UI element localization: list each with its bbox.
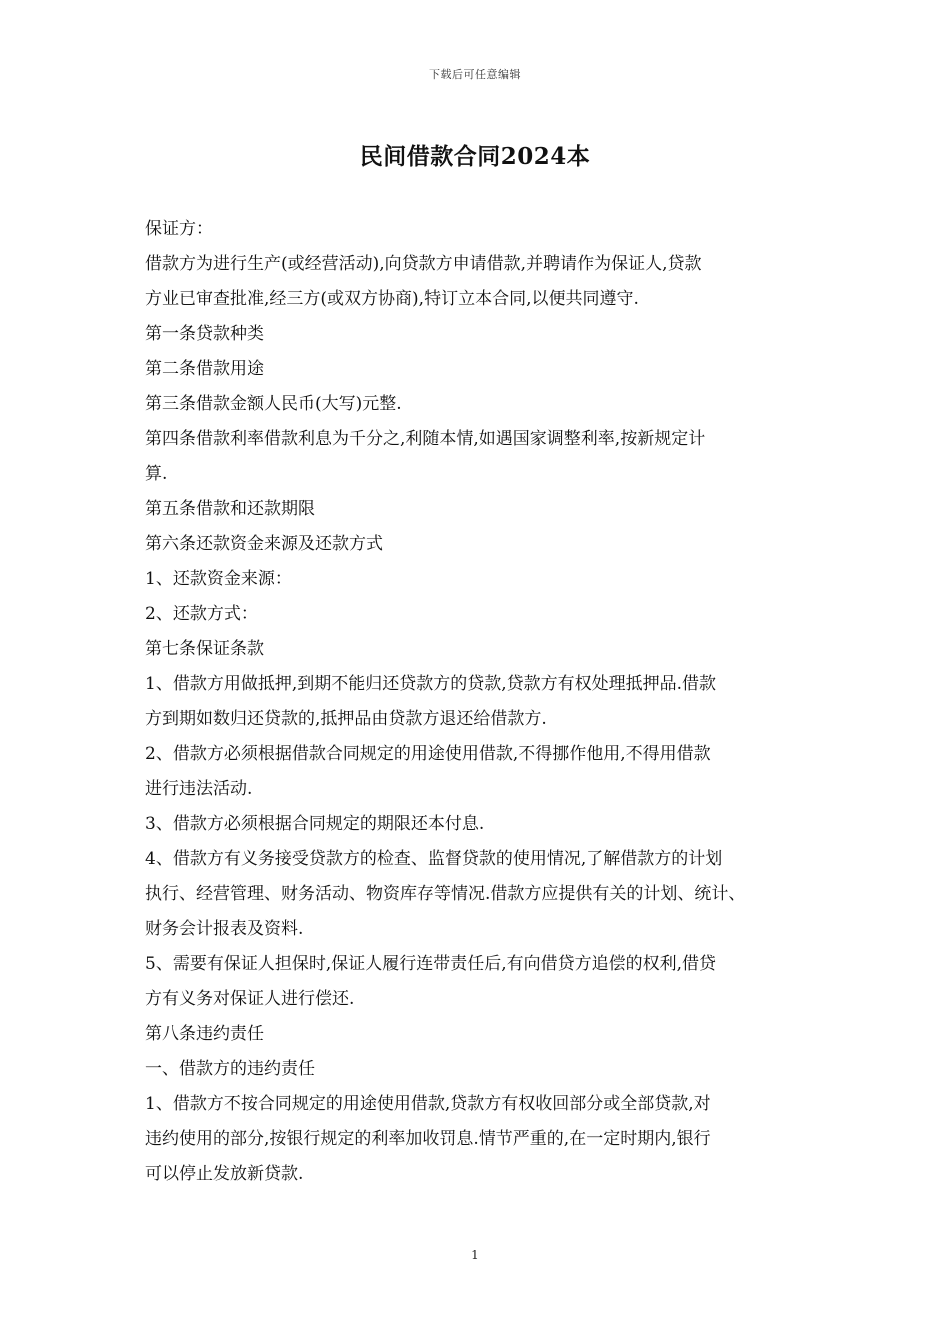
body-line: 第三条借款金额人民币(大写)元整. bbox=[145, 394, 402, 414]
body-line: 方有义务对保证人进行偿还. bbox=[145, 989, 355, 1009]
body-line: 执行、经营管理、财务活动、物资库存等情况.借款方应提供有关的计划、统计、 bbox=[145, 884, 746, 904]
body-line: 财务会计报表及资料. bbox=[145, 919, 304, 939]
body-line: 第四条借款利率借款利息为千分之,利随本情,如遇国家调整利率,按新规定计 bbox=[145, 429, 706, 449]
body-line: 5、需要有保证人担保时,保证人履行连带责任后,有向借贷方追偿的权利,借贷 bbox=[145, 954, 717, 974]
body-line: 2、借款方必须根据借款合同规定的用途使用借款,不得挪作他用,不得用借款 bbox=[145, 744, 711, 764]
body-line: 4、借款方有义务接受贷款方的检查、监督贷款的使用情况,了解借款方的计划 bbox=[145, 849, 723, 869]
body-line: 算. bbox=[145, 464, 168, 484]
body-line: 借款方为进行生产(或经营活动),向贷款方申请借款,并聘请作为保证人,贷款 bbox=[145, 254, 702, 274]
body-line: 一、借款方的违约责任 bbox=[145, 1059, 315, 1079]
document-title: 民间借款合同2024本 bbox=[359, 143, 591, 170]
body-line: 3、借款方必须根据合同规定的期限还本付息. bbox=[145, 814, 485, 834]
body-line: 1、还款资金来源： bbox=[145, 569, 292, 589]
body-line: 第五条借款和还款期限 bbox=[145, 499, 315, 519]
body-line: 方到期如数归还贷款的,抵押品由贷款方退还给借款方. bbox=[145, 709, 547, 729]
body-line: 第六条还款资金来源及还款方式 bbox=[145, 534, 383, 554]
body-line: 可以停止发放新贷款. bbox=[145, 1164, 304, 1184]
body-line: 1、借款方不按合同规定的用途使用借款,贷款方有权收回部分或全部贷款,对 bbox=[145, 1094, 711, 1114]
body-line: 方业已审查批准,经三方(或双方协商),特订立本合同,以便共同遵守. bbox=[145, 289, 639, 309]
body-line: 第七条保证条款 bbox=[145, 639, 264, 659]
body-line: 违约使用的部分,按银行规定的利率加收罚息.情节严重的,在一定时期内,银行 bbox=[145, 1129, 711, 1149]
body-line: 进行违法活动. bbox=[145, 779, 253, 799]
body-line: 保证方： bbox=[145, 219, 213, 239]
body-line: 1、借款方用做抵押,到期不能归还贷款方的贷款,贷款方有权处理抵押品.借款 bbox=[145, 674, 717, 694]
document-body bbox=[145, 212, 825, 1192]
body-line: 第八条违约责任 bbox=[145, 1024, 264, 1044]
header-note: 下载后可任意编辑 bbox=[429, 68, 521, 81]
body-line: 2、还款方式： bbox=[145, 604, 258, 624]
body-line: 第一条贷款种类 bbox=[145, 324, 264, 344]
body-line: 第二条借款用途 bbox=[145, 359, 264, 379]
page-number: 1 bbox=[471, 1248, 479, 1262]
